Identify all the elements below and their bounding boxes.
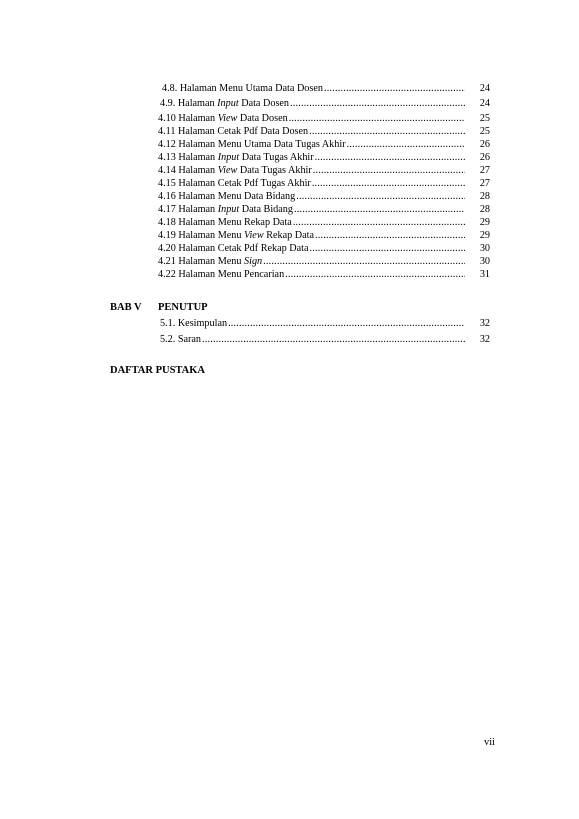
toc-page-number: 26 [479, 139, 490, 150]
toc-page-number: 24 [479, 83, 490, 94]
daftar-pustaka-heading: DAFTAR PUSTAKA [110, 365, 205, 376]
toc-entry: 4.19 Halaman Menu View Rekap Data ..... 29 [158, 230, 466, 242]
toc-entry: 4.14 Halaman View Data Tugas Akhir ..... 27 [158, 165, 466, 177]
toc-entry: 5.2. Saran ..... 32 [160, 334, 466, 346]
toc-page-number: 30 [479, 243, 490, 254]
chapter-number: BAB V [110, 302, 142, 313]
toc-entry: 4.20 Halaman Cetak Pdf Rekap Data ..... 30 [158, 243, 466, 255]
chapter-title: PENUTUP [158, 302, 208, 313]
toc-dot-leader [310, 243, 465, 255]
toc-entry: 4.9. Halaman Input Data Dosen ..... 24 [160, 98, 466, 110]
toc-page-number: 32 [479, 334, 490, 345]
toc-entry: 4.13 Halaman Input Data Tugas Akhir ..... 26 [158, 152, 466, 164]
toc-page-number: 28 [479, 204, 490, 215]
toc-page-number: 27 [479, 178, 490, 189]
toc-entry: 4.12 Halaman Menu Utama Data Tugas Akhir ..... 26 [158, 139, 466, 151]
toc-dot-leader [313, 165, 465, 177]
toc-entry: 4.18 Halaman Menu Rekap Data ..... 29 [158, 217, 466, 229]
toc-dot-leader [315, 230, 465, 242]
toc-dot-leader [228, 318, 465, 330]
toc-page-number: 26 [479, 152, 490, 163]
toc-dot-leader [347, 139, 465, 151]
toc-dot-leader [293, 217, 465, 229]
toc-dot-leader [263, 256, 465, 268]
toc-entry: 5.1. Kesimpulan ..... 32 [160, 318, 466, 330]
toc-dot-leader [294, 204, 465, 216]
toc-page-number: 27 [479, 165, 490, 176]
toc-dot-leader [312, 178, 465, 190]
toc-dot-leader [289, 113, 465, 125]
toc-dot-leader [296, 191, 465, 203]
toc-page-number: 28 [479, 191, 490, 202]
toc-page-number: 30 [479, 256, 490, 267]
toc-entry: 4.15 Halaman Cetak Pdf Tugas Akhir ..... 27 [158, 178, 466, 190]
toc-dot-leader [309, 126, 465, 138]
toc-page-number: 32 [479, 318, 490, 329]
toc-page-number: 24 [479, 98, 490, 109]
toc-entry: 4.8. Halaman Menu Utama Data Dosen ..... 24 [162, 83, 466, 95]
page-number: vii [484, 737, 496, 748]
toc-page-number: 25 [479, 113, 490, 124]
toc-dot-leader [202, 334, 465, 346]
toc-dot-leader [324, 83, 465, 95]
toc-entry: 4.10 Halaman View Data Dosen ..... 25 [158, 113, 466, 125]
toc-entry: 4.17 Halaman Input Data Bidang ..... 28 [158, 204, 466, 216]
toc-dot-leader [285, 269, 465, 281]
toc-page-number: 25 [479, 126, 490, 137]
toc-entry: 4.21 Halaman Menu Sign ..... 30 [158, 256, 466, 268]
toc-entry: 4.22 Halaman Menu Pencarian ..... 31 [158, 269, 466, 281]
toc-entry: 4.11 Halaman Cetak Pdf Data Dosen ..... 25 [158, 126, 466, 138]
toc-page-number: 29 [479, 217, 490, 228]
toc-page-number: 29 [479, 230, 490, 241]
toc-page-number: 31 [479, 269, 490, 280]
toc-dot-leader [315, 152, 465, 164]
toc-entry: 4.16 Halaman Menu Data Bidang ..... 28 [158, 191, 466, 203]
toc-dot-leader [290, 98, 465, 110]
